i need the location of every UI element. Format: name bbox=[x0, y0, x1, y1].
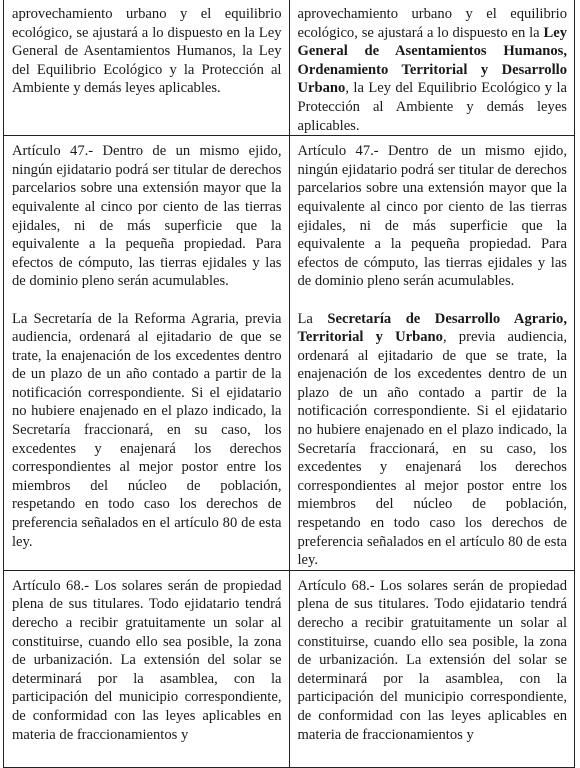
bold-text-run: Secretaría de Desarrollo Agrario, Territorial y Urbano bbox=[297, 310, 567, 346]
text-run: aprovechamiento urbano y el equilibrio ecológico, se ajustará a lo dispuesto en la bbox=[297, 6, 567, 41]
right-cell bbox=[289, 0, 575, 136]
paragraph: Artículo 47.- Dentro de un mismo ejido, ningún ejidatario podrá ser titular de derechos parcelarios sobre una extensión mayor que la equivalente al cinco por ciento de las tierras ejidales, ni de más superficie que la equivalente a la pequeña propiedad. Para efectos de cómputo, las tierras ejidales y las de dominio pleno serán acumulables. bbox=[12, 143, 282, 290]
paragraph: Artículo 68.- Los solares serán de propiedad plena de sus titulares. Todo ejidatario tendrá derecho a recibir gratuitamente un solar al constituirse, cuando ello sea posible, la zona de urbanización. La extensión del solar se determinará por la asamblea, con la participación del municipio correspondiente, de conformidad con las leyes aplicables en materia de fraccionamientos y bbox=[12, 577, 282, 743]
text-run: Artículo 47.- Dentro de un mismo ejido, ningún ejidatario podrá ser titular de derechos parcelarios sobre una extensión mayor que la equivalente al cinco por ciento de las tierras ejidales, ni de más superficie que la equivalente a la pequeña propiedad. Para efectos de cómputo, las tierras ejidales y las de dominio pleno serán acumulables. bbox=[297, 143, 567, 290]
paragraph bbox=[298, 577, 568, 744]
paragraph bbox=[298, 310, 568, 570]
comparison-table bbox=[3, 0, 575, 768]
left-cell bbox=[4, 136, 290, 571]
text-run: , la Ley del Equilibrio Ecológico y la Protección al Ambiente y demás leyes aplicables. bbox=[297, 80, 567, 134]
text-run: La bbox=[297, 310, 328, 327]
table-row bbox=[4, 136, 575, 571]
right-cell bbox=[289, 570, 575, 767]
paragraph bbox=[298, 142, 568, 291]
paragraph: La Secretaría de la Reforma Agraria, previa audiencia, ordenará al ejitadario de que se trate, la enajenación de los excedentes dentro de un plazo de un año contado a partir de la notificación correspondiente. Si el ejidatario no hubiere enajenado en el plazo indicado, la Secretaría fraccionará, en su caso, los excedentes y enajenará los derechos correspondientes al mejor postor entre los miembros del núcleo de población, respetando en todo caso los derechos de preferencia señalados en el artículo 80 de esta ley. bbox=[12, 310, 282, 550]
text-run: , previa audiencia, ordenará al ejitadario de que se trate, la enajenación de los excedentes dentro de un plazo de un año contado a partir de la notificación correspondiente. Si el ejidatario no hubiere enajenado en el plazo indicado, la Secretaría fraccionará, en su caso, los excedentes y enajenará los derechos correspondientes al mejor postor entre los miembros del núcleo de población, respetando en todo caso los derechos de preferencia señalados en el artículo 80 de esta ley. bbox=[297, 329, 568, 569]
table-row bbox=[4, 0, 575, 136]
left-cell bbox=[4, 0, 290, 136]
right-cell bbox=[289, 136, 575, 571]
bold-text-run: Ley General de Asentamientos Humanos, Ordenamiento Territorial y Desarrollo Urbano bbox=[297, 24, 567, 97]
paragraph: aprovechamiento urbano y el equilibrio ecológico, se ajustará a lo dispuesto en la Ley General de Asentamientos Humanos, la Ley del Equilibrio Ecológico y la Protección al Ambiente y demás leyes aplicables. bbox=[12, 6, 282, 97]
paragraph bbox=[298, 5, 568, 135]
left-cell bbox=[4, 570, 290, 767]
text-run: Artículo 68.- Los solares serán de propiedad plena de sus titulares. Todo ejidatario tendrá derecho a recibir gratuitamente un solar al constituirse, cuando ello sea posible, la zona de urbanización. La extensión del solar se determinará por la asamblea, con la participación del municipio correspondiente, de conformidad con las leyes aplicables en materia de fraccionamientos y bbox=[297, 577, 567, 743]
table-row bbox=[4, 570, 575, 767]
